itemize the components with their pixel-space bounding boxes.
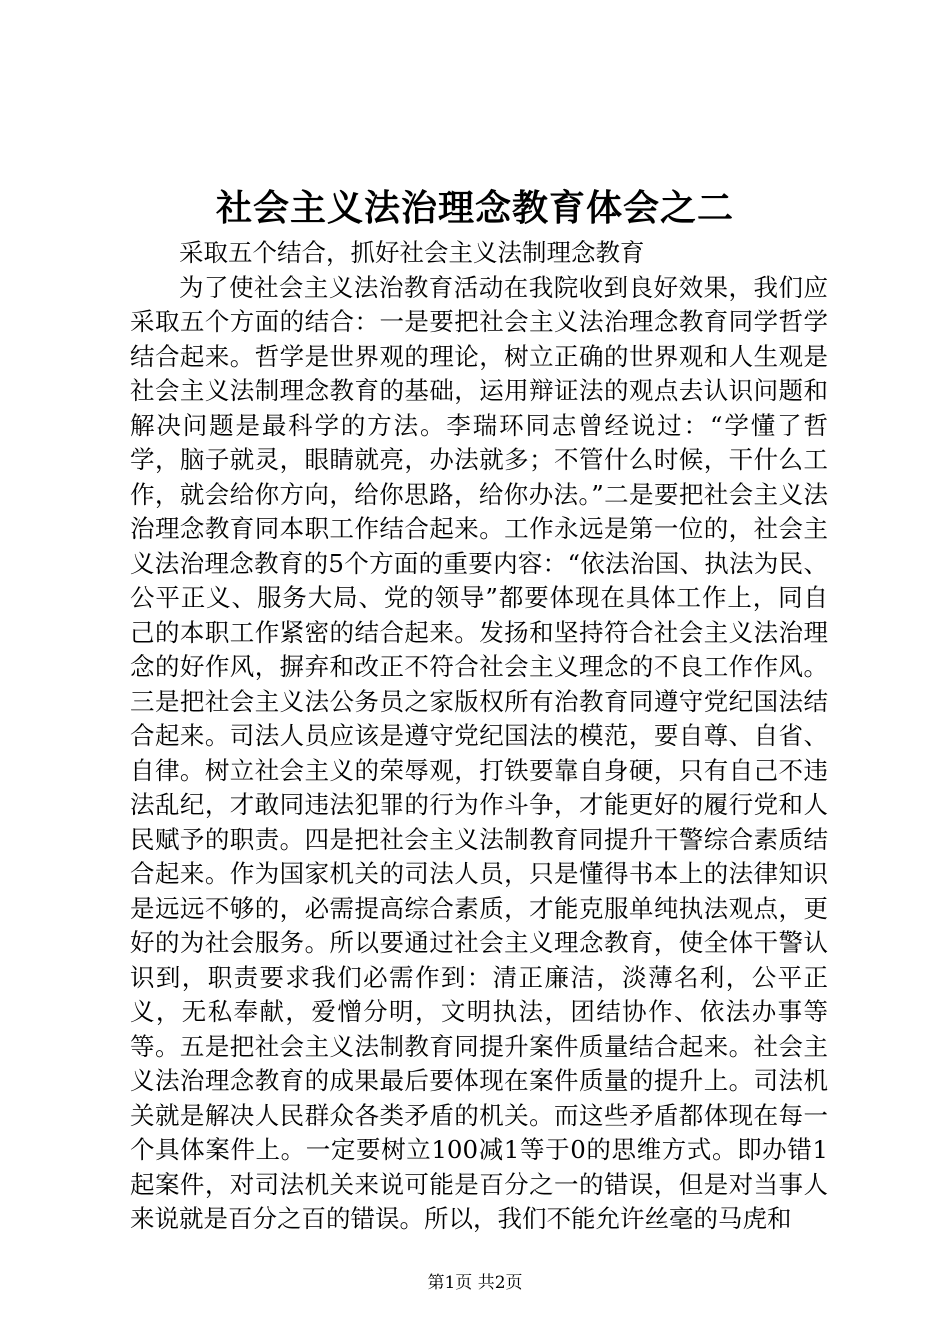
page-footer: 第1页 共2页: [427, 1273, 523, 1293]
document-title: 社会主义法治理念教育体会之二: [215, 187, 734, 229]
body-paragraph: 为了使社会主义法治教育活动在我院收到良好效果，我们应采取五个方面的结合：一是要把社会主义法治理念教育同学哲学结合起来。哲学是世界观的理论，树立正确的世界观和人生观是社会主义法制理念教育的基础，运用辩证法的观点去认识问题和解决问题是最科学的方法。李瑞环同志曾经说过：“学懂了哲学，脑子就灵，眼睛就亮，办法就多；不管什么时候，干什么工作，就会给你方向，给你思路，给你办法。”二是要把社会主义法治理念教育同本职工作结合起来。工作永远是第一位的，社会主义法治理念教育的5个方面的重要内容：“依法治国、执法为民、公平正义、服务大局、党的领导”都要体现在具体工作上，同自己的本职工作紧密的结合起来。发扬和坚持符合社会主义法治理念的好作风，摒弃和改正不符合社会主义理念的不良工作作风。三是把社会主义法公务员之家版权所有治教育同遵守党纪国法结合起来。司法人员应该是遵守党纪国法的模范，要自尊、自省、自律。树立社会主义的荣辱观，打铁要靠自身硬，只有自己不违法乱纪，才敢同违法犯罪的行为作斗争，才能更好的履行党和人民赋予的职责。四是把社会主义法制教育同提升干警综合素质结合起来。作为国家机关的司法人员，只是懂得书本上的法律知识是远远不够的，必需提高综合素质，才能克服单纯执法观点，更好的为社会服务。所以要通过社会主义理念教育，使全体干警认识到，职责要求我们必需作到：清正廉洁，淡薄名利，公平正义，无私奉献，爱憎分明，文明执法，团结协作、依法办事等等。五是把社会主义法制教育同提升案件质量结合起来。社会主义法治理念教育的成果最后要体现在案件质量的提升上。司法机关就是解决人民群众各类矛盾的机关。而这些矛盾都体现在每一个具体案件上。一定要树立100减1等于0的思维方式。即办错1起案件，对司法机关来说可能是百分之一的错误，但是对当事人来说就是百分之百的错误。所以，我们不能允许丝毫的马虎和: [130, 272, 828, 1233]
document-subtitle: 采取五个结合，抓好社会主义法制理念教育: [179, 238, 645, 267]
document-body: [130, 236, 828, 1237]
